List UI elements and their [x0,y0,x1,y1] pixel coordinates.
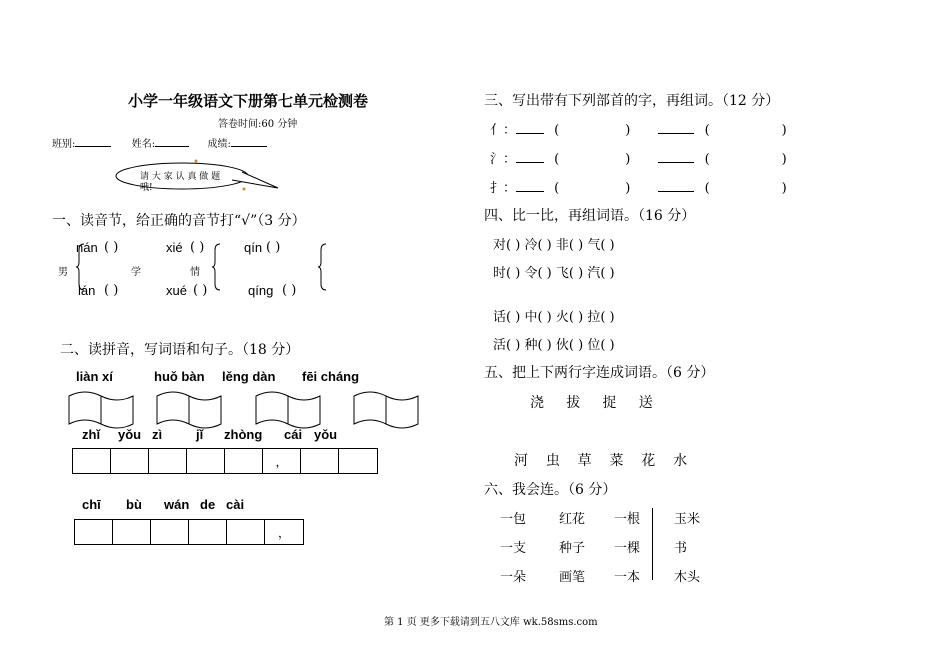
q4-char: 非 [555,238,569,253]
q2-title: 二、读拼音，写词语和句子。（18 分） [60,342,300,358]
q1-pinyin-top-1: nán [76,240,98,255]
score-label: 成绩: [207,139,231,150]
q5-top-char[interactable]: 捉 [602,395,617,411]
paren-right: ) [625,123,631,138]
q4-char: 令 [524,266,538,281]
grid-cell[interactable] [187,449,225,473]
q4-paren[interactable]: ( ) [600,266,615,281]
grid-cell[interactable] [73,449,111,473]
q4-char: 对 [493,238,507,253]
q3-title: 三、写出带有下列部首的字，再组词。（12 分） [484,93,780,109]
q4-char: 火 [555,310,569,325]
q4-paren[interactable]: ( ) [568,310,584,325]
name-blank[interactable] [155,146,189,147]
q5-bottom-char[interactable]: 菜 [609,453,624,469]
q2-word-box-icon-3 [255,390,321,430]
q4-paren[interactable]: ( ) [600,238,615,253]
paren-right: ) [781,181,787,196]
q4-paren[interactable]: ( ) [568,266,584,281]
q4-char: 冷 [524,238,538,253]
q5-bottom-char[interactable]: 虫 [545,453,560,469]
q1-paren-top-2[interactable]: ( ) [190,240,205,255]
q6-col4-item-2[interactable]: 书 [674,541,688,556]
paren-right: ) [625,152,631,167]
q3-row-3 [490,177,787,196]
q1-char-3: 情 [190,267,200,278]
q5-title: 五、把上下两行字连成词语。（6 分） [484,365,715,381]
q4-paren[interactable]: ( ) [506,238,521,253]
q4-paren[interactable]: ( ) [537,338,552,353]
q4-paren[interactable]: ( ) [537,238,552,253]
q2-pinyin-15: de [200,497,216,512]
exam-time: 答卷时间:60 分钟 [218,119,298,130]
q1-paren-bottom-3[interactable]: ( ) [282,283,297,298]
q6-divider [652,508,653,580]
q2-pinyin-7: zì [152,427,163,442]
q1-pinyin-bottom-1: lán [78,283,96,298]
q4-char: 汽 [587,266,601,281]
q4-char: 伙 [555,338,569,353]
q5-bottom-char[interactable]: 草 [577,453,592,469]
grid-cell-comma: ， [277,525,290,540]
q4-paren[interactable]: ( ) [600,338,615,353]
q4-paren[interactable]: ( ) [506,310,521,325]
q4-paren[interactable]: ( ) [506,266,521,281]
q2-pinyin-6: yǒu [118,427,142,442]
grid-cell[interactable] [149,449,187,473]
q4-paren[interactable]: ( ) [600,310,615,325]
paren-right: ) [781,152,787,167]
class-blank[interactable] [75,146,111,147]
q3-char-blank-2[interactable] [658,133,694,134]
q4-paren[interactable]: ( ) [568,238,584,253]
q2-word-box-icon-4 [353,390,419,430]
q4-char: 拉 [587,310,601,325]
radical-1: 亻： [490,123,517,138]
q2-pinyin-13: bù [126,497,142,512]
grid-cell[interactable] [111,449,149,473]
q4-char: 中 [524,310,538,325]
q6-col1-item-1[interactable]: 一包 [500,512,527,527]
q3-char-blank-6[interactable] [658,191,694,192]
page-title: 小学一年级语文下册第七单元检测卷 [128,92,369,110]
q4-paren[interactable]: ( ) [506,338,521,353]
q2-pinyin-16: cài [226,497,245,512]
q1-pinyin-top-2: xié [166,240,183,255]
grid-cell[interactable] [225,449,263,473]
bubble-text-line2: 哦! [140,183,153,193]
q4-char: 种 [524,338,538,353]
q6-col4-item-3[interactable]: 木头 [674,570,701,585]
q6-col1-item-2[interactable]: 一支 [500,541,527,556]
grid-cell-comma: ， [263,449,301,473]
grid-cell[interactable] [75,520,113,544]
q3-char-blank-3[interactable] [516,162,544,163]
q4-paren[interactable]: ( ) [568,338,584,353]
q4-char: 话 [493,310,507,325]
radical-3: 扌： [490,181,517,196]
q2-sentence-grid-2 [74,519,304,545]
q4-title: 四、比一比，再组词语。（16 分） [484,208,696,224]
q2-pinyin-5: zhǐ [82,427,101,442]
q2-sentence-grid-1 [72,448,378,474]
name-label: 姓名: [131,139,156,150]
q5-top-char[interactable]: 拔 [566,395,581,411]
q2-pinyin-9: zhòng [224,427,263,442]
q2-pinyin-3: lěng dàn [222,369,276,384]
q1-char-1: 男 [58,267,68,278]
bubble-text-line1: 请 大 家 认 真 做 题 [140,172,221,182]
class-label: 班别: [52,139,76,150]
score-blank[interactable] [231,146,267,147]
q6-title: 六、我会连。（6 分） [484,482,617,498]
q4-row-4 [493,334,615,353]
q5-bottom-row [514,450,687,470]
q6-col1-item-3[interactable]: 一朵 [500,570,527,585]
page-footer: 第 1 页 更多下载请到五八文库 wk.58sms.com [384,617,598,628]
q2-pinyin-10: cái [284,427,303,442]
q4-paren[interactable]: ( ) [537,310,552,325]
grid-cell[interactable] [339,449,377,473]
q6-col3-item-2[interactable]: 一棵 [614,541,641,556]
q5-top-char[interactable]: 浇 [530,395,544,411]
q1-brace-icon-2 [212,242,222,292]
q1-pinyin-top-3: qín [244,240,263,255]
q4-char: 时 [493,266,507,281]
q2-word-box-icon-2 [156,390,222,430]
student-info-row [52,135,267,150]
grid-cell[interactable] [301,449,339,473]
q1-brace-icon-3 [318,242,328,292]
q2-pinyin-11: yǒu [314,427,338,442]
paren-left: ( [704,181,710,196]
q1-paren-top-3[interactable]: ( ) [266,240,281,255]
q2-word-box-icon-1 [68,390,134,430]
q2-pinyin-4: fēi cháng [302,369,360,384]
q3-char-blank-4[interactable] [658,162,694,163]
q5-bottom-char[interactable]: 水 [673,453,688,469]
paren-left: ( [554,123,560,138]
paren-right: ) [781,123,787,138]
q4-row-1 [493,234,615,253]
q5-top-char[interactable]: 送 [638,395,653,411]
q6-col3-item-1[interactable]: 一根 [614,512,641,527]
paren-left: ( [554,152,560,167]
q6-col3-item-3[interactable]: 一本 [614,570,641,585]
q1-title: 一、读音节，给正确的音节打“√”（3 分） [52,213,306,229]
q3-char-blank-5[interactable] [516,191,544,192]
q1-pinyin-bottom-2: xué [166,283,187,298]
q6-col2-item-2[interactable]: 种子 [559,541,586,556]
q5-bottom-char[interactable]: 河 [514,453,528,469]
q1-paren-bottom-2[interactable]: ( ) [193,283,208,298]
q4-row-3 [493,306,615,325]
grid-cell[interactable] [189,520,227,544]
grid-cell[interactable] [113,520,151,544]
q3-row-2 [490,148,787,167]
q6-col2-item-1[interactable]: 红花 [559,512,586,527]
q4-char: 飞 [555,266,569,281]
paren-left: ( [704,123,710,138]
q4-char: 活 [493,338,507,353]
q3-row-1 [490,119,787,138]
q4-row-2 [493,262,615,281]
q5-top-row [530,392,653,412]
q5-bottom-char[interactable]: 花 [641,453,656,469]
q1-paren-bottom-1[interactable]: ( ) [104,283,119,298]
q1-char-2: 学 [131,267,141,278]
paren-right: ) [625,181,631,196]
radical-2: 氵： [490,152,517,167]
q2-pinyin-12: chī [82,497,101,512]
q2-pinyin-14: wán [164,497,190,512]
grid-cell[interactable] [151,520,189,544]
q6-col4-item-1[interactable]: 玉米 [674,512,701,527]
q4-paren[interactable]: ( ) [537,266,552,281]
q1-paren-top-1[interactable]: ( ) [104,240,119,255]
q2-pinyin-2: huǒ bàn [154,369,205,384]
q1-pinyin-bottom-3: qíng [248,283,274,298]
paren-left: ( [704,152,710,167]
grid-cell[interactable] [227,520,265,544]
q4-char: 位 [587,338,601,353]
q2-pinyin-1: liàn xí [76,369,113,384]
q4-char: 气 [587,238,601,253]
q2-pinyin-8: jǐ [196,427,204,442]
q6-col2-item-3[interactable]: 画笔 [559,570,586,585]
paren-left: ( [554,181,560,196]
q3-char-blank-1[interactable] [516,133,544,134]
